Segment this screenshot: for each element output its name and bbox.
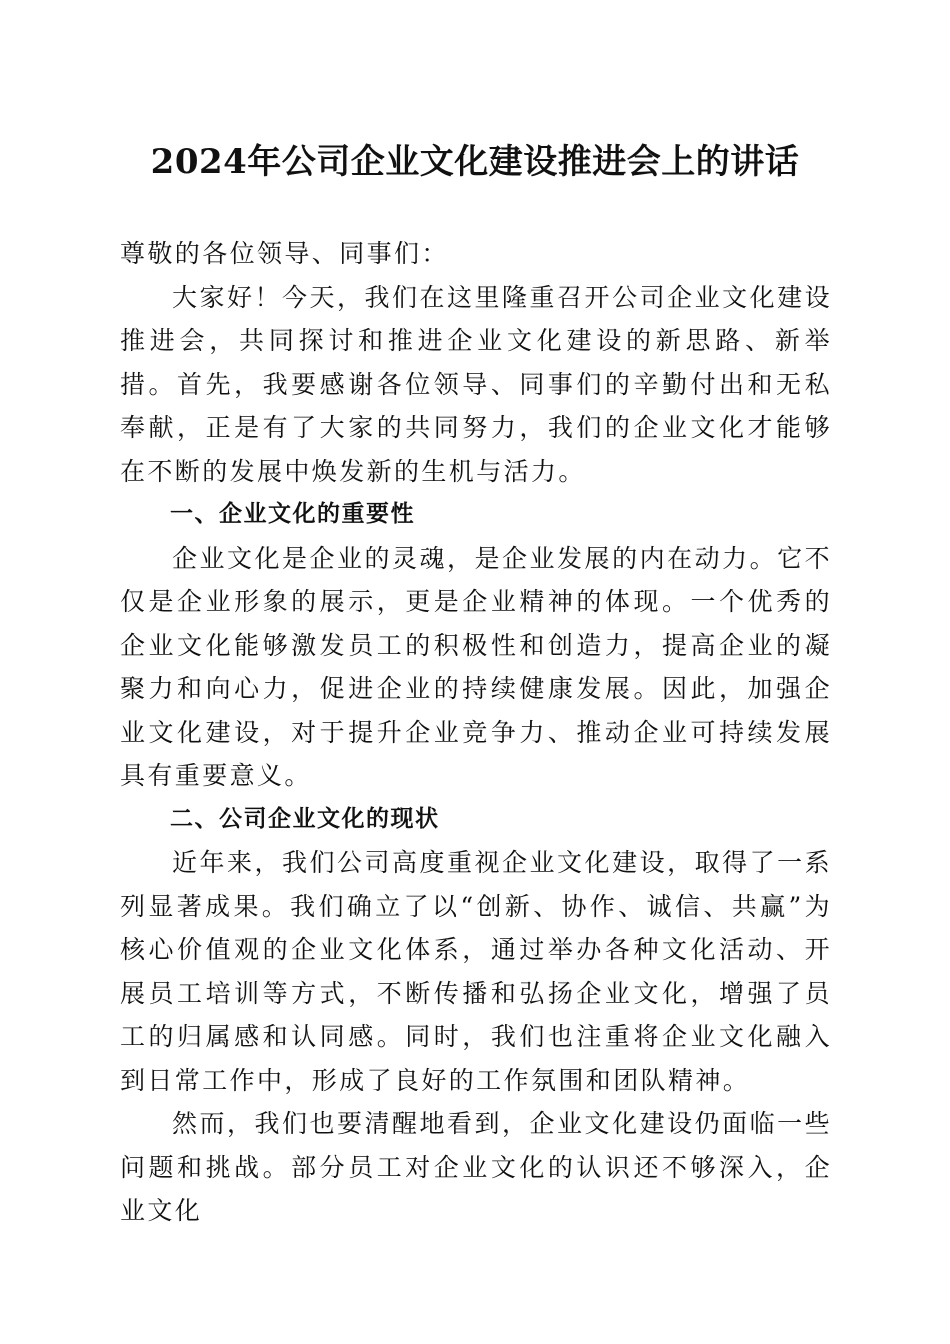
section-status-paragraph-1: 近年来，我们公司高度重视企业文化建设，取得了一系列显著成果。我们确立了以“创新、协作、诚信、共赢”为核心价值观的企业文化体系，通过举办各种文化活动、开展员工培训等方式，不断传播和弘扬企业文化，增强了员工的归属感和认同感。同时，我们也注重将企业文化融入到日常工作中，形成了良好的工作氛围和团队精神。 [120, 848, 832, 1095]
document-title: 2024年公司企业文化建设推进会上的讲话 [150, 142, 800, 182]
salutation: 尊敬的各位领导、同事们： [120, 239, 449, 268]
section-heading-status: 二、公司企业文化的现状 [170, 805, 440, 832]
intro-paragraph: 大家好！今天，我们在这里隆重召开公司企业文化建设推进会，共同探讨和推进企业文化建设的新思路、新举措。首先，我要感谢各位领导、同事们的辛勤付出和无私奉献，正是有了大家的共同努力，我们的企业文化才能够在不断的发展中焕发新的生机与活力。 [120, 282, 832, 486]
section-importance-paragraph: 企业文化是企业的灵魂，是企业发展的内在动力。它不仅是企业形象的展示，更是企业精神的体现。一个优秀的企业文化能够激发员工的积极性和创造力，提高企业的凝聚力和向心力，促进企业的持续健康发展。因此，加强企业文化建设，对于提升企业竞争力、推动企业可持续发展具有重要意义。 [120, 543, 832, 790]
document-body [120, 232, 832, 1233]
section-status-paragraph-2: 然而，我们也要清醒地看到，企业文化建设仍面临一些问题和挑战。部分员工对企业文化的认识还不够深入，企业文化 [120, 1109, 832, 1225]
section-heading-importance: 一、企业文化的重要性 [170, 501, 415, 527]
